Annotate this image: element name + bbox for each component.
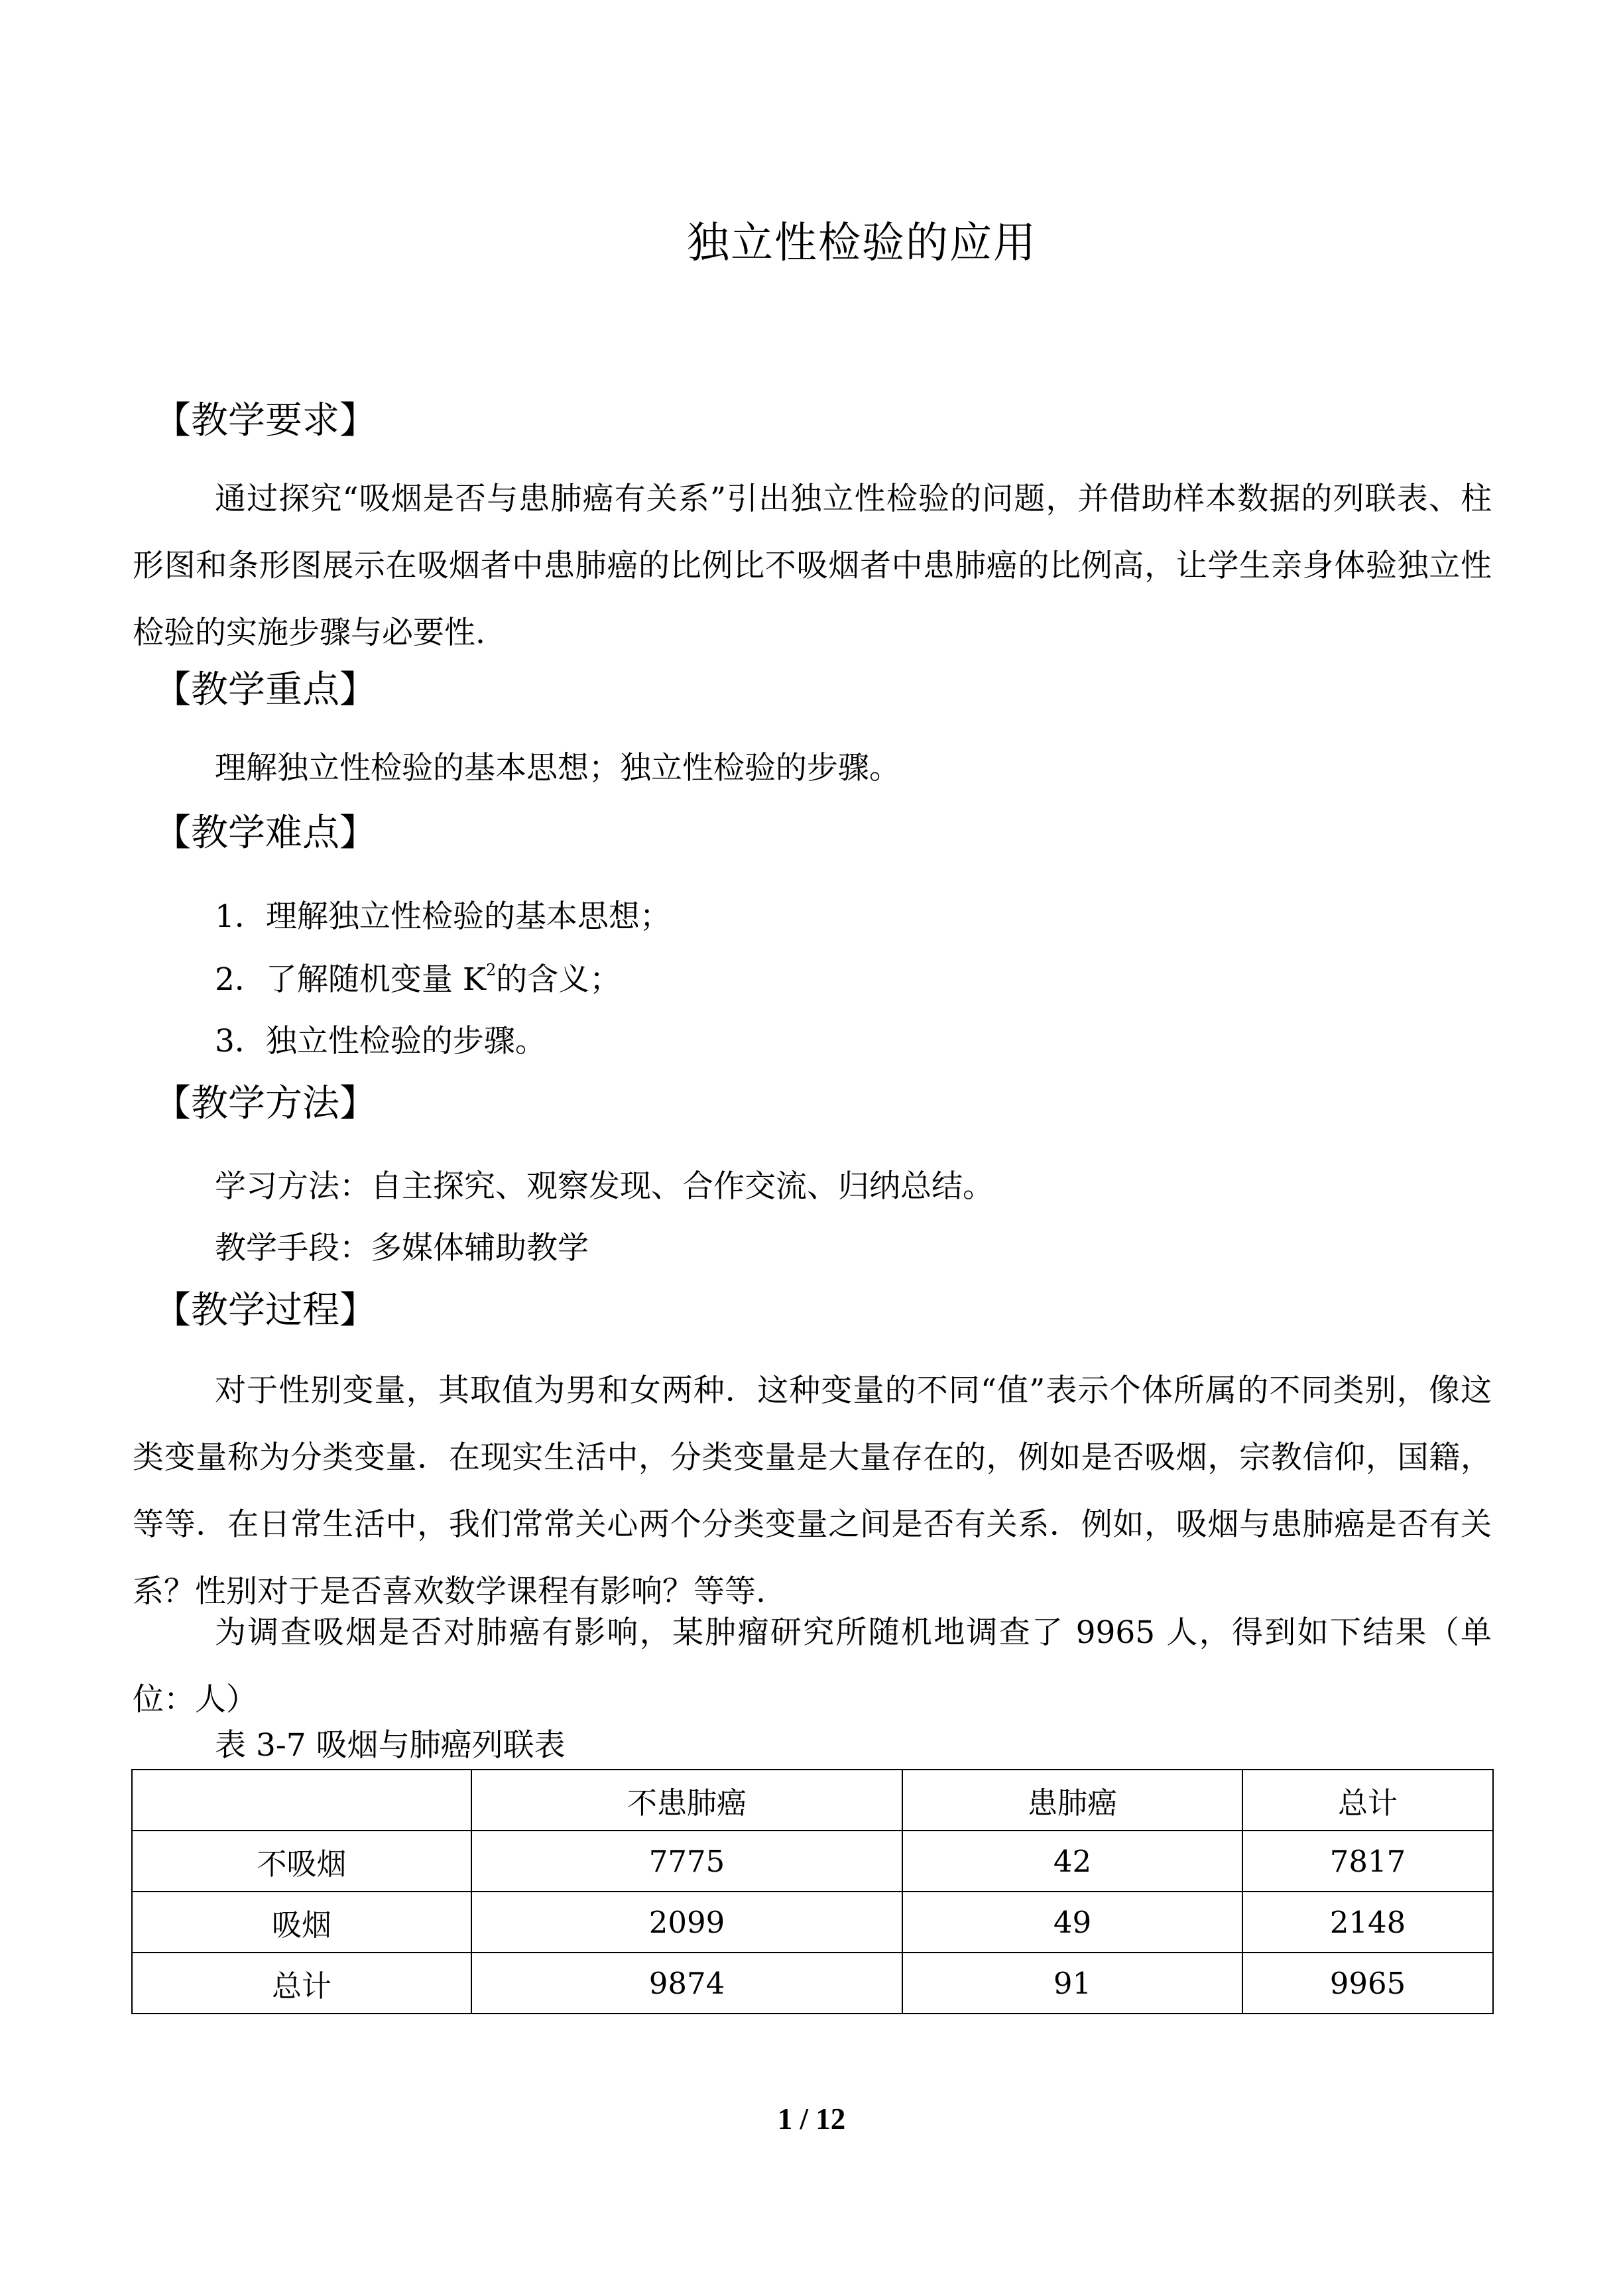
teaching-means: 教学手段：多媒体辅助教学 — [215, 1230, 589, 1266]
header-cell-no-cancer: 不患肺癌 — [471, 1770, 902, 1831]
table-row — [132, 1892, 1493, 1953]
table-cell: 91 — [902, 1953, 1242, 2014]
document-title: 独立性检验的应用 — [687, 219, 1037, 268]
requirements-paragraph: 通过探究“吸烟是否与患肺癌有关系”引出独立性检验的问题，并借助样本数据的列联表、柱形图和条形图展示在吸烟者中患肺癌的比例比不吸烟者中患肺癌的比例高，让学生亲身体验独立性检验的实施步骤与必要性. — [133, 481, 1492, 651]
heading-methods: 【教学方法】 — [154, 1082, 377, 1125]
row-label: 不吸烟 — [132, 1831, 471, 1892]
table-cell: 9965 — [1242, 1953, 1493, 2014]
learning-method: 学习方法：自主探究、观察发现、合作交流、归纳总结。 — [215, 1168, 994, 1205]
row-label: 总计 — [132, 1953, 471, 2014]
process-paragraph-1: 对于性别变量，其取值为男和女两种．这种变量的不同“值”表示个体所属的不同类别，像这类变量称为分类变量．在现实生活中，分类变量是大量存在的，例如是否吸烟，宗教信仰，国籍，等等．在日常生活中，我们常常关心两个分类变量之间是否有关系．例如，吸烟与患肺癌是否有关系？性别对于是否喜欢数学课程有影响？等等. — [133, 1372, 1492, 1610]
header-cell-total: 总计 — [1242, 1770, 1493, 1831]
heading-requirements: 【教学要求】 — [154, 399, 377, 442]
table-cell: 2099 — [471, 1892, 902, 1953]
page-number: 1 / 12 — [777, 2102, 846, 2136]
heading-difficulties: 【教学难点】 — [154, 812, 377, 855]
difficulty-item-2-text: 2．了解随机变量 K — [215, 961, 486, 998]
table-cell: 2148 — [1242, 1892, 1493, 1953]
process-paragraph-2: 为调查吸烟是否对肺癌有影响，某肿瘤研究所随机地调查了 9965 人，得到如下结果（单位：人） — [133, 1614, 1492, 1718]
difficulty-item-2 — [215, 955, 621, 999]
table-cell: 7775 — [471, 1831, 902, 1892]
superscript-2: 2 — [485, 961, 497, 979]
difficulty-item-1: 1．理解独立性检验的基本思想； — [215, 898, 671, 935]
row-label: 吸烟 — [132, 1892, 471, 1953]
header-cell-empty — [132, 1770, 471, 1831]
table-header-row — [132, 1770, 1493, 1831]
key-points-paragraph: 理解独立性检验的基本思想；独立性检验的步骤。 — [215, 750, 900, 786]
heading-key-points: 【教学重点】 — [154, 668, 377, 711]
table-row — [132, 1953, 1493, 2014]
difficulty-item-3: 3．独立性检验的步骤。 — [215, 1023, 546, 1059]
contingency-table — [131, 1769, 1494, 2014]
heading-process: 【教学过程】 — [154, 1289, 377, 1332]
table-row — [132, 1831, 1493, 1892]
table-cell: 9874 — [471, 1953, 902, 2014]
table-caption: 表 3-7 吸烟与肺癌列联表 — [215, 1727, 566, 1764]
header-cell-cancer: 患肺癌 — [902, 1770, 1242, 1831]
table-cell: 49 — [902, 1892, 1242, 1953]
table-cell: 7817 — [1242, 1831, 1493, 1892]
difficulty-item-2-tail: 的含义； — [496, 961, 621, 998]
table-cell: 42 — [902, 1831, 1242, 1892]
